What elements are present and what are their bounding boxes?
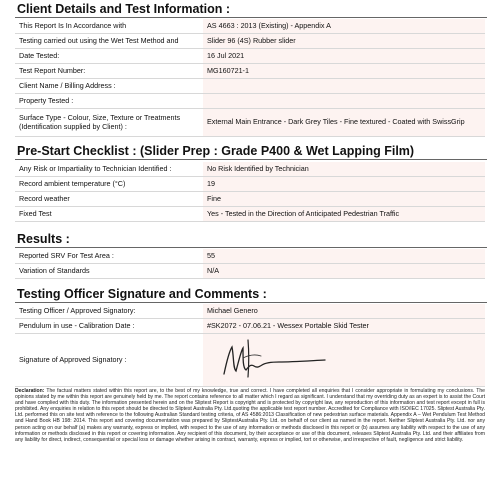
weather-label: Record weather [15,192,203,207]
handwritten-signature [221,338,331,382]
table-row [15,207,485,222]
declaration-text [15,388,485,443]
checklist-heading: Pre-Start Checklist : (Slider Prep : Grade P400 & Wet Lapping Film) [15,144,487,160]
client-name-value [203,79,485,94]
table-row [15,319,485,334]
pendulum-label: Pendulum in use - Calibration Date : [15,319,203,334]
table-row [15,79,485,94]
client-name-label: Client Name / Billing Address : [15,79,203,94]
table-row [15,264,485,279]
date-tested-value: 16 Jul 2021 [203,49,485,64]
officer-value: Michael Genero [203,304,485,319]
signatory-label: Signature of Approved Signatory : [15,334,203,387]
results-table [15,249,485,279]
fixed-test-value: Yes - Tested in the Direction of Anticipated Pedestrian Traffic [203,207,485,222]
temperature-value: 19 [203,177,485,192]
table-row [15,109,485,137]
declaration-title: Declaration: [15,388,45,394]
variation-value: N/A [203,264,485,279]
officer-label: Testing Officer / Approved Signatory: [15,304,203,319]
pendulum-value: #SK2072 - 07.06.21 - Wessex Portable Skid Tester [203,319,485,334]
risk-label: Any Risk or Impartiality to Technician Identified : [15,162,203,177]
report-number-value: MG160721-1 [203,64,485,79]
table-row [15,34,485,49]
surface-type-label-line1: Surface Type - Colour, Size, Texture or Treatments [19,113,181,123]
weather-value: Fine [203,192,485,207]
results-heading: Results : [15,232,487,248]
property-tested-label: Property Tested : [15,94,203,109]
fixed-test-label: Fixed Test [15,207,203,222]
table-row [15,49,485,64]
surface-type-label-line2: (Identification supplied by Client) : [19,121,127,131]
surface-type-value: External Main Entrance - Dark Grey Tiles - Fine textured - Coated with SwissGrip [203,109,485,137]
table-row [15,249,485,264]
risk-value: No Risk Identified by Technician [203,162,485,177]
signature-heading: Testing Officer Signature and Comments : [15,287,487,303]
surface-type-label [15,109,203,137]
client-details-table [15,19,485,137]
test-method-label: Testing carried out using the Wet Test Method and [15,34,203,49]
table-row [15,94,485,109]
checklist-table [15,162,485,222]
srv-value: 55 [203,249,485,264]
table-row [15,177,485,192]
table-row [15,334,485,387]
declaration-body: The factual matters stated within this report are, to the best of my knowledge, true and correct. I have completed all enquiries that I consider appropriate in formulating my conclusions. The opinions stated by me within this report are genuinely held by me. The report contains reference to all matter which I regard as significant. I understand that my overriding duty as an expert is to assist the Court and have complied with this duty. The information presented herein and on the Sliptest Report is copyright and is protected by copyright law, any reproduction of this information and test report except in full is prohibited. Any enquiries in relation to this report should be directed to Sliptest Australia Pty. Ltd.quoting the applicable test report number. Accredited for Compliance with ISO/IEC 17025. Sliptest Australia Pty. Ltd. performed this on site test with reference to the following Australian Standard testing criteria, of AS 4586:2013 Classification of new pedestrian surface materials. Appendix A – Wet Pendulum Test Method and Hand Book HB 198: 2014. This report and covering documentation was prepared by SliptestAustralia Pty. Ltd. on behalf of our client as named in the report. Neither Sliptest Australia Pty. Ltd. nor any person acting on our behalf (a) makes any warranty, express or implied, with respect to the use of any information or methods disclosed in this report or (b) assumes any liability with respect to the use of any information or methods disclosed in this report or covering information. Any recipient of this document, by their acceptance or use of this document, releases Sliptest Australia Pty. Ltd. and their affiliates from any liability for direct, indirect, consequential or special loss or damage whether arising in contract, warranty, express or implied, tort or otherwise, and irrespective of fault, negligence and strict liability. [15,388,485,443]
table-row [15,162,485,177]
date-tested-label: Date Tested: [15,49,203,64]
signature-cell [203,334,485,387]
client-details-heading: Client Details and Test Information : [15,2,487,18]
variation-label: Variation of Standards [15,264,203,279]
test-method-value: Slider 96 (4S) Rubber slider [203,34,485,49]
standard-value: AS 4663 : 2013 (Existing) - Appendix A [203,19,485,34]
table-row [15,19,485,34]
report-number-label: Test Report Number: [15,64,203,79]
temperature-label: Record ambient temperature (°C) [15,177,203,192]
property-tested-value [203,94,485,109]
standard-label: This Report Is In Accordance with [15,19,203,34]
srv-label: Reported SRV For Test Area : [15,249,203,264]
table-row [15,304,485,319]
table-row [15,64,485,79]
table-row [15,192,485,207]
signature-table [15,304,485,387]
